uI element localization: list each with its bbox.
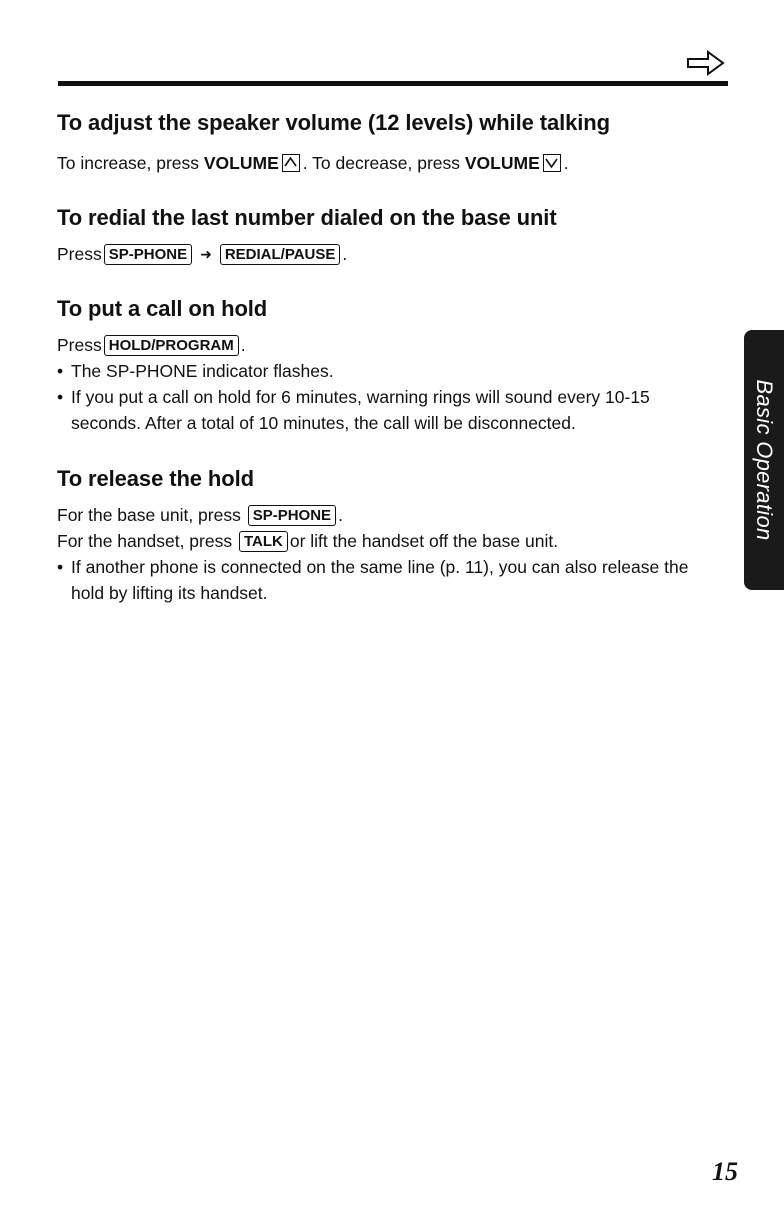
section-heading: To adjust the speaker volume (12 levels) while talking xyxy=(57,110,610,135)
top-rule xyxy=(58,81,728,86)
section-release-hold xyxy=(57,464,717,606)
next-page-arrow-icon xyxy=(686,50,726,76)
page-number: 15 xyxy=(712,1157,738,1186)
release-notes xyxy=(57,554,717,606)
list-item: • The SP-PHONE indicator flashes. xyxy=(57,358,717,384)
volume-instructions: To increase, press VOLUME . To decrease, press VOLUME . xyxy=(57,153,569,173)
release-handset-instructions: For the handset, press TALK or lift the handset off the base unit. xyxy=(57,531,559,551)
talk-key: TALK xyxy=(239,531,288,552)
sp-phone-key: SP-PHONE xyxy=(248,505,336,526)
list-item: • If another phone is connected on the same line (p. 11), you can also release the hold by lifting its handset. xyxy=(57,554,717,606)
volume-label: VOLUME xyxy=(203,153,279,173)
hold-instructions: Press HOLD/PROGRAM . xyxy=(57,335,246,355)
release-base-instructions: For the base unit, press SP-PHONE . xyxy=(57,505,343,525)
sp-phone-key: SP-PHONE xyxy=(104,244,192,265)
section-hold xyxy=(57,294,717,436)
section-redial xyxy=(57,203,557,267)
section-heading: To release the hold xyxy=(57,466,254,491)
redial-instructions: Press SP-PHONE ➜ REDIAL/PAUSE . xyxy=(57,241,557,267)
list-item: • If you put a call on hold for 6 minutes, warning rings will sound every 10-15 seconds. After a total of 10 minutes, the call will be disconnected. xyxy=(57,384,717,436)
chapter-side-tab-label: Basic Operation xyxy=(752,379,777,541)
volume-label: VOLUME xyxy=(464,153,540,173)
hold-notes xyxy=(57,358,717,436)
then-arrow-icon: ➜ xyxy=(200,246,212,262)
section-heading: To put a call on hold xyxy=(57,296,268,321)
hold-program-key: HOLD/PROGRAM xyxy=(104,335,239,356)
redial-pause-key: REDIAL/PAUSE xyxy=(220,244,341,265)
section-speaker-volume xyxy=(57,108,610,176)
volume-down-key-icon xyxy=(543,154,561,172)
volume-up-key-icon xyxy=(282,154,300,172)
section-heading: To redial the last number dialed on the base unit xyxy=(57,205,557,230)
